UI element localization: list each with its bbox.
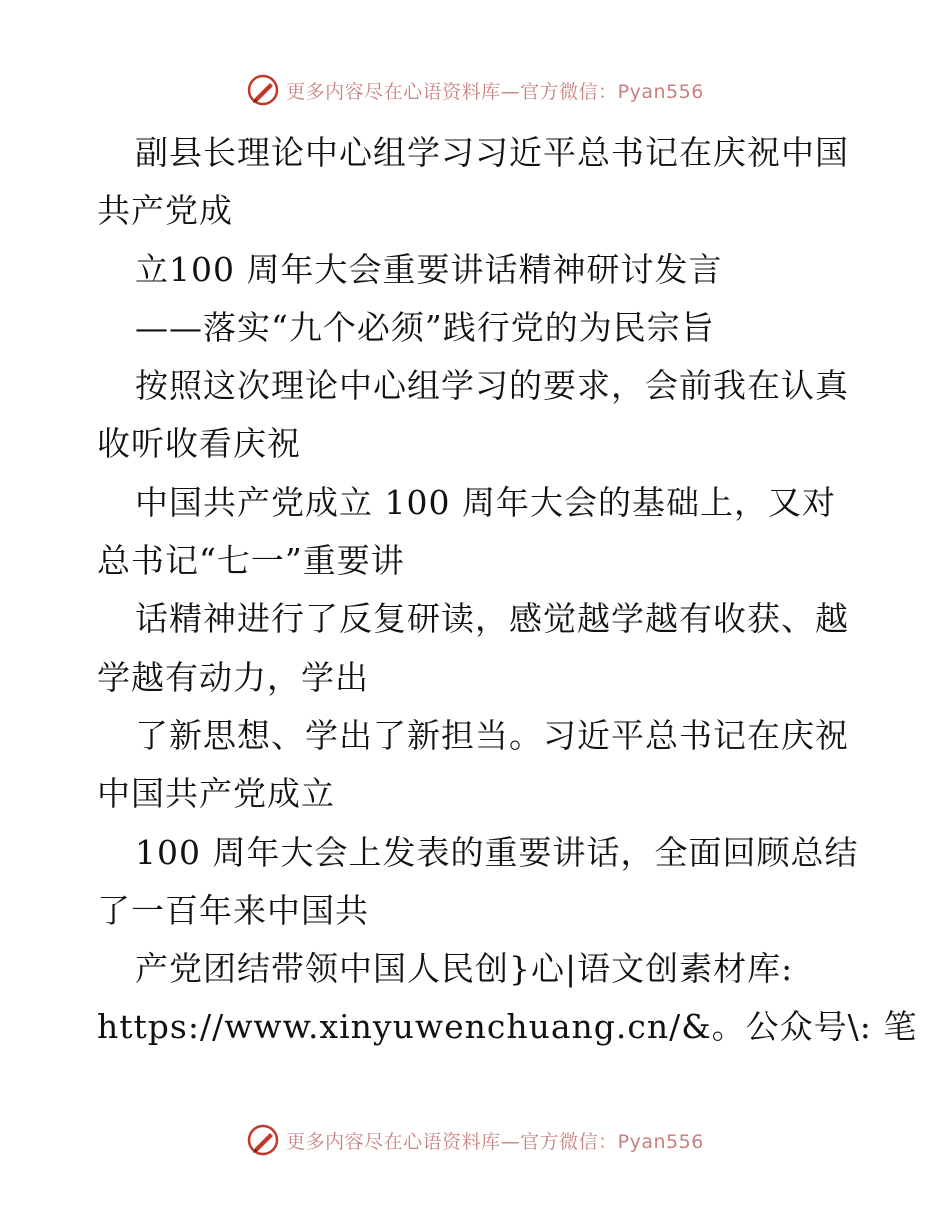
text-line: ——落实“九个必须”践行党的为民宗旨 [135, 307, 715, 347]
document-body [97, 124, 918, 1057]
text-line: 话精神进行了反复研读，感觉越学越有收获、越 [135, 599, 849, 639]
header-banner [0, 70, 950, 110]
text-line: 收听收看庆祝 [97, 424, 301, 464]
text-line: 共产党成 [97, 191, 233, 231]
text-line: 立100 周年大会重要讲话精神研讨发言 [135, 249, 723, 289]
pen-logo-icon [246, 73, 280, 107]
banner-text: 更多内容尽在心语资料库—官方微信：Pyan556 [286, 80, 704, 103]
text-line: 中国共产党成立 100 周年大会的基础上，又对 [135, 482, 836, 522]
text-line: 了新思想、学出了新担当。习近平总书记在庆祝 [135, 715, 849, 755]
text-line: 了一百年来中国共 [97, 890, 369, 930]
text-line: 按照这次理论中心组学习的要求，会前我在认真 [135, 366, 849, 406]
text-line: 总书记“七一”重要讲 [97, 541, 405, 581]
text-line: 中国共产党成立 [97, 774, 335, 814]
text-line: https://www.xinyuwenchuang.cn/&。公众号\: 笔 [97, 1007, 918, 1047]
text-line: 学越有动力，学出 [97, 657, 369, 697]
footer-banner [0, 1120, 950, 1160]
text-line: 100 周年大会上发表的重要讲话，全面回顾总结 [135, 832, 859, 872]
banner-text: 更多内容尽在心语资料库—官方微信：Pyan556 [286, 1130, 704, 1153]
text-line: 副县长理论中心组学习习近平总书记在庆祝中国 [135, 133, 849, 172]
text-line: 产党团结带领中国人民创}心|语文创素材库: [135, 949, 794, 989]
pen-logo-icon [246, 1123, 280, 1157]
